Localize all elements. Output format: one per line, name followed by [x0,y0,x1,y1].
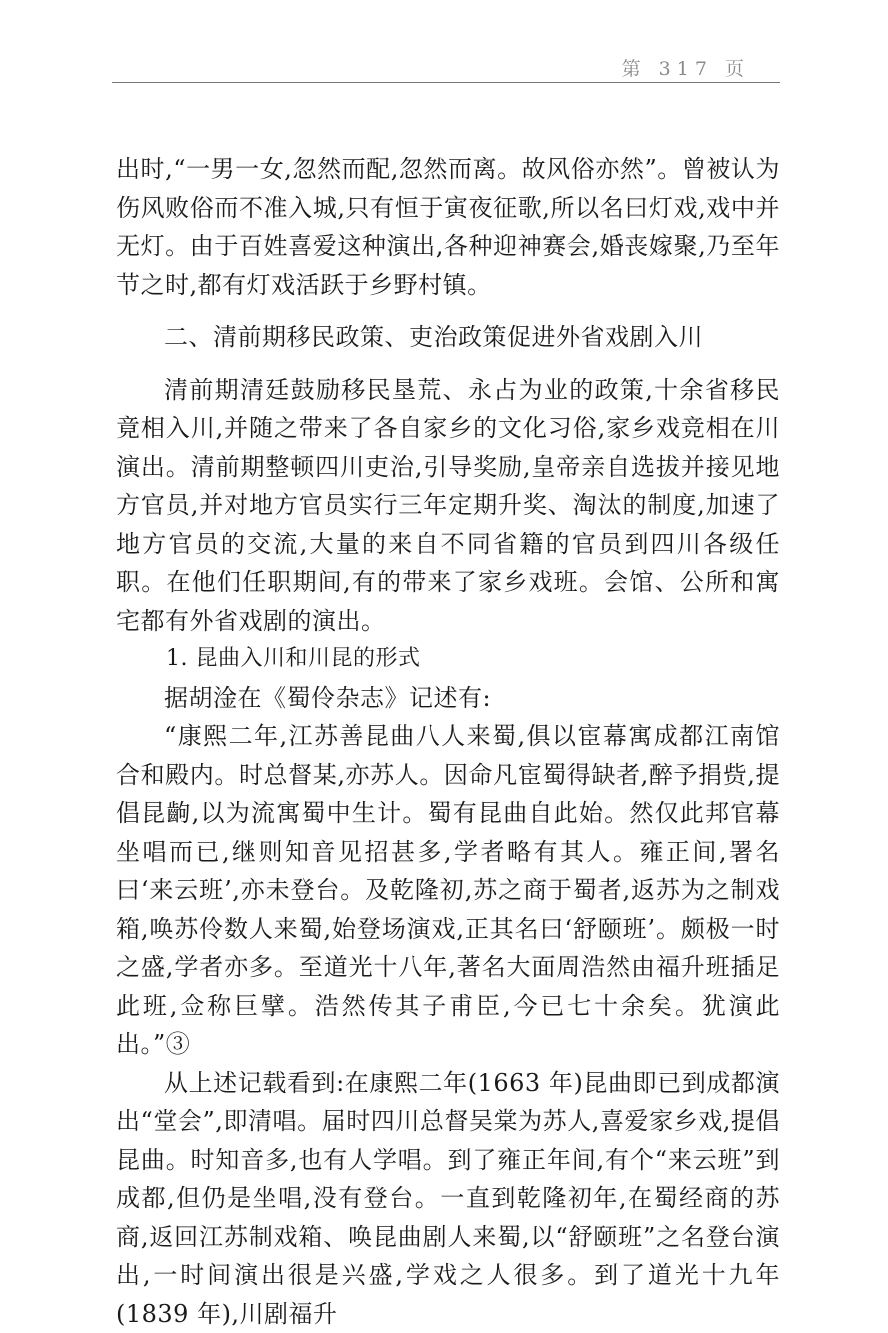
page-body [116,150,780,1333]
page-number: 第 317 页 [622,54,750,81]
paragraph-continuation: 出时,“一男一女,忽然而配,忽然而离。故风俗亦然”。曾被认为伤风败俗而不准入城,只有恒于寅夜征歌,所以名曰灯戏,戏中并无灯。由于百姓喜爱这种演出,各种迎神赛会,婚丧嫁聚,乃至年节之时,都有灯戏活跃于乡野村镇。 [116,150,780,304]
section-heading: 二、清前期移民政策、吏治政策促进外省戏剧入川 [116,318,780,357]
citation-intro: 据胡淦在《蜀伶杂志》记述有: [116,679,780,718]
subsection-heading: 1. 昆曲入川和川昆的形式 [116,640,780,679]
page-header [112,50,780,83]
paragraph-migration: 清前期清廷鼓励移民垦荒、永占为业的政策,十余省移民竟相入川,并随之带来了各自家乡的文化习俗,家乡戏竞相在川演出。清前期整顿四川吏治,引导奖励,皇帝亲自选拔并接见地方官员,并对地方官员实行三年定期升奖、淘汰的制度,加速了地方官员的交流,大量的来自不同省籍的官员到四川各级任职。在他们任职期间,有的带来了家乡戏班。会馆、公所和寓宅都有外省戏剧的演出。 [116,371,780,641]
paragraph-analysis: 从上述记载看到:在康熙二年(1663 年)昆曲即已到成都演出“堂会”,即清唱。届时四川总督吴棠为苏人,喜爱家乡戏,提倡昆曲。时知音多,也有人学唱。到了雍正年间,有个“来云班”到成都,但仍是坐唱,没有登台。一直到乾隆初年,在蜀经商的苏商,返回江苏制戏箱、唤昆曲剧人来蜀,以“舒颐班”之名登台演出,一时间演出很是兴盛,学戏之人很多。到了道光十九年(1839 年),川剧福升 [116,1064,780,1333]
block-quote: “康熙二年,江苏善昆曲八人来蜀,俱以宦幕寓成都江南馆合和殿内。时总督某,亦苏人。因命凡宦蜀得缺者,醉予捐赀,提倡昆齣,以为流寓蜀中生计。蜀有昆曲自此始。然仅此邦官幕坐唱而已,继则知音见招甚多,学者略有其人。雍正间,署名曰‘来云班’,亦未登台。及乾隆初,苏之商于蜀者,返苏为之制戏箱,唤苏伶数人来蜀,始登场演戏,正其名曰‘舒颐班’。颇极一时之盛,学者亦多。至道光十八年,著名大面周浩然由福升班插足此班,佥称巨擘。浩然传其子甫臣,今已七十余矣。犹演此出。”③ [116,717,780,1064]
